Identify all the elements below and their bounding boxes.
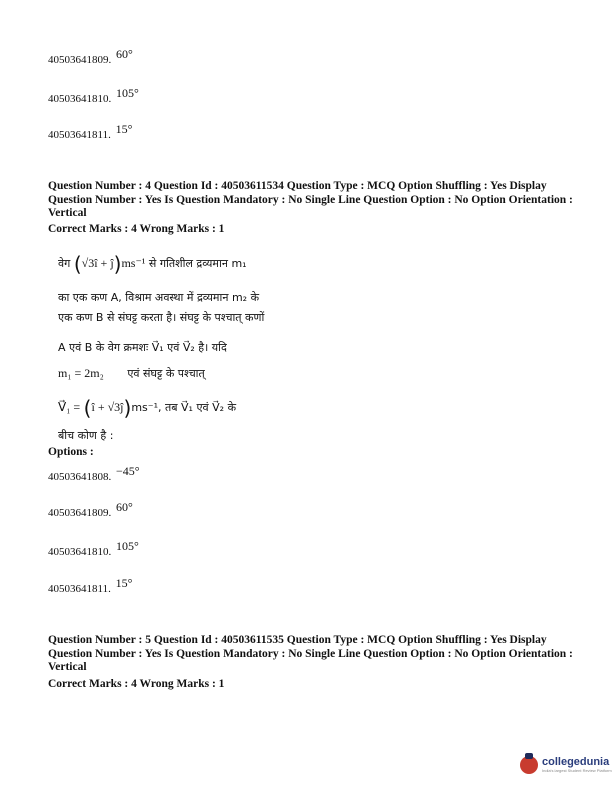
velocity-expression: √3î + ĵ (81, 256, 114, 270)
velocity-label: V⃗₁ = (58, 400, 81, 414)
option-value: 15° (115, 122, 133, 136)
mass-relation: m₁ = 2m₂ (58, 366, 104, 380)
question-line: V⃗₁ = (î + √3ĵ)ms⁻¹, तब V⃗₁ एवं V⃗₂ के (58, 396, 237, 420)
option-row (48, 47, 133, 67)
question-text: ms⁻¹, तब V⃗₁ एवं V⃗₂ के (131, 401, 237, 414)
option-value: 105° (116, 86, 139, 100)
question-header: Question Number : 4 Question Id : 40503611534 Question Type : MCQ Option Shuffling : Yes Display Question Number : Yes Is Question Mandatory : No Single Line Question Option : No Option Orientation : Vertical (48, 180, 573, 219)
option-value: 105° (116, 539, 139, 553)
option-value: 60° (116, 47, 133, 61)
option-value: 60° (116, 500, 133, 514)
question-text: एवं संघट्ट के पश्चात् (127, 367, 205, 380)
question-line (58, 366, 298, 381)
options-label: Options : (48, 446, 94, 458)
unit-text: ms⁻¹ (121, 256, 146, 270)
marks-line: Correct Marks : 4 Wrong Marks : 1 (48, 678, 225, 690)
option-id: 40503641811. (48, 129, 111, 141)
question-line: वेग (√3î + ĵ)ms⁻¹ से गतिशील द्रव्यमान m₁ (58, 252, 247, 276)
option-row (48, 500, 133, 520)
option-row (48, 539, 139, 559)
logo-tagline: India's largest Student Review Platform (542, 768, 612, 773)
option-id: 40503641808. (48, 471, 112, 483)
velocity-expression: î + √3ĵ (91, 400, 124, 414)
collegedunia-logo (520, 756, 612, 774)
question-text: से गतिशील द्रव्यमान m₁ (148, 257, 247, 270)
graduate-icon (520, 756, 538, 774)
option-value: −45° (116, 464, 140, 478)
question-text: वेग (58, 257, 71, 270)
question-line: का एक कण A, विश्राम अवस्था में द्रव्यमान m₂ के (58, 291, 260, 304)
option-id: 40503641809. (48, 507, 112, 519)
option-value: 15° (115, 576, 133, 590)
option-id: 40503641810. (48, 546, 112, 558)
option-row (48, 122, 133, 142)
question-line: A एवं B के वेग क्रमशः V⃗₁ एवं V⃗₂ है। यदि (58, 341, 227, 354)
option-id: 40503641811. (48, 583, 111, 595)
option-id: 40503641809. (48, 54, 112, 66)
option-row (48, 576, 133, 596)
logo-text: collegedunia (542, 756, 610, 768)
question-line: बीच कोण है : (58, 429, 114, 442)
option-row (48, 86, 139, 106)
question-line: एक कण B से संघट्ट करता है। संघट्ट के पश्चात् कणों (58, 311, 265, 324)
question-header: Question Number : 5 Question Id : 40503611535 Question Type : MCQ Option Shuffling : Yes Display Question Number : Yes Is Question Mandatory : No Single Line Question Option : No Option Orientation : Vertical (48, 634, 573, 673)
marks-line: Correct Marks : 4 Wrong Marks : 1 (48, 223, 225, 235)
option-id: 40503641810. (48, 93, 112, 105)
option-row (48, 464, 140, 484)
